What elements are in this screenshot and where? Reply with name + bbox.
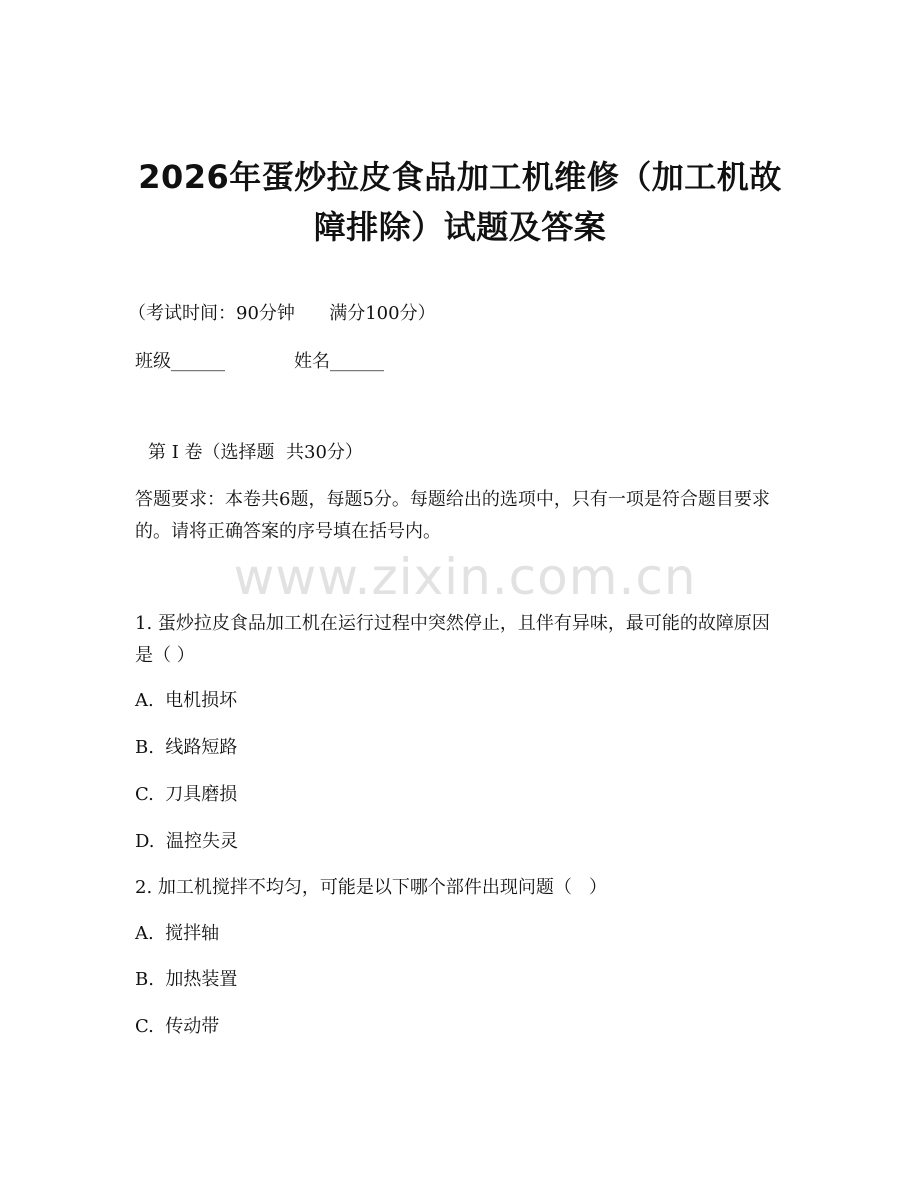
question-1-option-a: A. 电机损坏 <box>135 690 238 711</box>
answer-instructions: 答题要求：本卷共6题，每题5分。每题给出的选项中，只有一项是符合题目要求的。请将正确答案的序号填在括号内。 <box>135 489 770 542</box>
question-1-text: 1. 蛋炒拉皮食品加工机在运行过程中突然停止，且伴有异味，最可能的故障原因是（ ） <box>135 613 770 666</box>
question-2-option-c: C. 传动带 <box>135 1016 220 1037</box>
watermark: www.zixin.com.cn <box>233 548 697 606</box>
question-2-text: 2. 加工机搅拌不均匀，可能是以下哪个部件出现问题（ ） <box>135 877 608 898</box>
document-title-line-2: 障排除）试题及答案 <box>313 208 607 246</box>
question-2-option-b: B. 加热装置 <box>135 969 238 990</box>
name-field-label: 姓名______ <box>294 351 384 372</box>
question-1-option-b: B. 线路短路 <box>135 737 238 758</box>
class-field-label: 班级______ <box>135 351 225 372</box>
question-1-option-c: C. 刀具磨损 <box>135 784 238 805</box>
exam-info: （考试时间：90分钟 满分100分） <box>128 303 436 324</box>
section-heading: 第 I 卷（选择题 共30分） <box>148 442 363 463</box>
document-title-line-1: 2026年蛋炒拉皮食品加工机维修（加工机故 <box>138 158 782 196</box>
question-1-option-d: D. 温控失灵 <box>135 831 238 852</box>
question-2-option-a: A. 搅拌轴 <box>135 923 220 944</box>
